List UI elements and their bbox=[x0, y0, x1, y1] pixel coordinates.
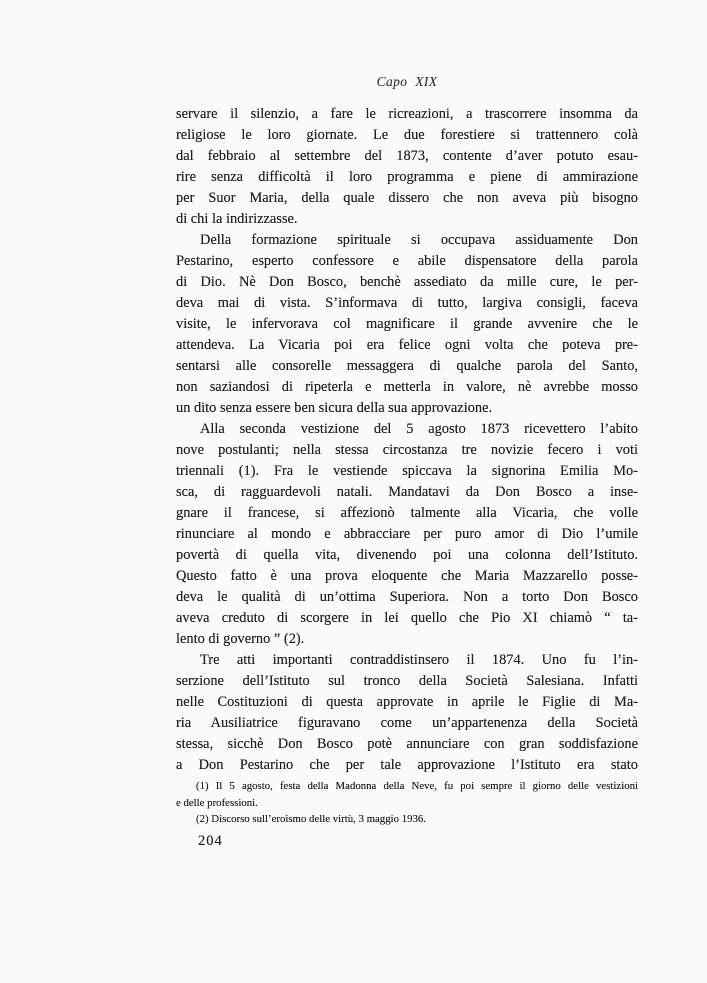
text-line: deva le qualità di un’ottima Superiora. Non a torto Don Bosco bbox=[176, 589, 638, 605]
text-line: di chi la indirizzasse. bbox=[176, 211, 298, 227]
text-line: Questo fatto è una prova eloquente che Maria Mazzarello posse- bbox=[176, 568, 638, 584]
paragraph bbox=[176, 419, 638, 650]
text-line: nove postulanti; nella stessa circostanza tre novizie fecero i voti bbox=[176, 442, 638, 458]
chapter-header: Capo XIX bbox=[376, 74, 438, 89]
text-line: non saziandosi di ripeterla e metterla in valore, nè avrebbe mosso bbox=[176, 379, 638, 395]
text-line: per Suor Maria, della quale dissero che non aveva più bisogno bbox=[176, 190, 638, 206]
text-line: rire senza difficoltà il loro programma e piene di ammirazione bbox=[176, 169, 638, 185]
text-line: visite, le infervorava col magnificare il grande avvenire che le bbox=[176, 316, 638, 332]
text-line: Alla seconda vestizione del 5 agosto 1873 ricevettero l’abito bbox=[200, 421, 638, 437]
text-block bbox=[176, 73, 638, 850]
text-line: nelle Costituzioni di questa approvate in aprile le Figlie di Ma- bbox=[176, 694, 638, 710]
text-line: dal febbraio al settembre del 1873, contente d’aver potuto esau- bbox=[176, 148, 638, 164]
text-line: povertà di quella vita, divenendo poi una colonna dell’Istituto. bbox=[176, 547, 638, 563]
text-line: deva mai di vista. S’informava di tutto, largiva consigli, faceva bbox=[176, 295, 638, 311]
text-line: sca, di ragguardevoli natali. Mandatavi da Don Bosco a inse- bbox=[176, 484, 638, 500]
text-line: stessa, sicchè Don Bosco potè annunciare con gran soddisfazione bbox=[176, 736, 638, 752]
page-number: 204 bbox=[198, 832, 223, 849]
text-line: religiose le loro giornate. Le due forestiere si trattennero colà bbox=[176, 127, 638, 143]
text-line: servare il silenzio, a fare le ricreazioni, a trascorrere insomma da bbox=[176, 106, 638, 122]
text-line: aveva creduto di scorgere in lei quello che Pio XI chiamò “ ta- bbox=[176, 610, 638, 626]
text-line: triennali (1). Fra le vestiende spiccava la signorina Emilia Mo- bbox=[176, 463, 638, 479]
paragraph bbox=[176, 104, 638, 230]
paragraph bbox=[176, 230, 638, 419]
text-line: gnare il francese, si affezionò talmente alla Vicaria, che volle bbox=[176, 505, 638, 521]
paragraph bbox=[176, 650, 638, 776]
text-line: a Don Pestarino che per tale approvazione l’Istituto era stato bbox=[176, 757, 638, 773]
text-line: rinunciare al mondo e abbracciare per puro amor di Dio l’umile bbox=[176, 526, 638, 542]
footnote-line: (2) Discorso sull’eroismo delle virtù, 3 maggio 1936. bbox=[196, 813, 426, 825]
text-line: Della formazione spirituale si occupava assiduamente Don bbox=[200, 232, 638, 248]
text-line: un dito senza essere ben sicura della sua approvazione. bbox=[176, 400, 493, 416]
text-line: lento di governo ” (2). bbox=[176, 631, 305, 647]
text-line: Pestarino, esperto confessore e abile dispensatore della parola bbox=[176, 253, 638, 269]
footnote-line: e delle professioni. bbox=[176, 796, 258, 809]
text-line: Tre atti importanti contraddistinsero il 1874. Uno fu l’in- bbox=[200, 652, 638, 668]
text-line: sentarsi alle consorelle messaggera di qualche parola del Santo, bbox=[176, 358, 638, 374]
text-line: attendeva. La Vicaria poi era felice ogni volta che poteva pre- bbox=[176, 337, 638, 353]
body-text bbox=[176, 104, 638, 776]
text-line: di Dio. Nè Don Bosco, benchè assediato da mille cure, le per- bbox=[176, 274, 638, 290]
text-line: serzione dell’Istituto sul tronco della Società Salesiana. Infatti bbox=[176, 673, 638, 689]
footnote-line: (1) Il 5 agosto, festa della Madonna della Neve, fu poi sempre il giorno delle vestizioni bbox=[196, 780, 638, 792]
footnotes bbox=[176, 778, 638, 828]
text-line: ria Ausiliatrice figuravano come un’appartenenza della Società bbox=[176, 715, 638, 731]
